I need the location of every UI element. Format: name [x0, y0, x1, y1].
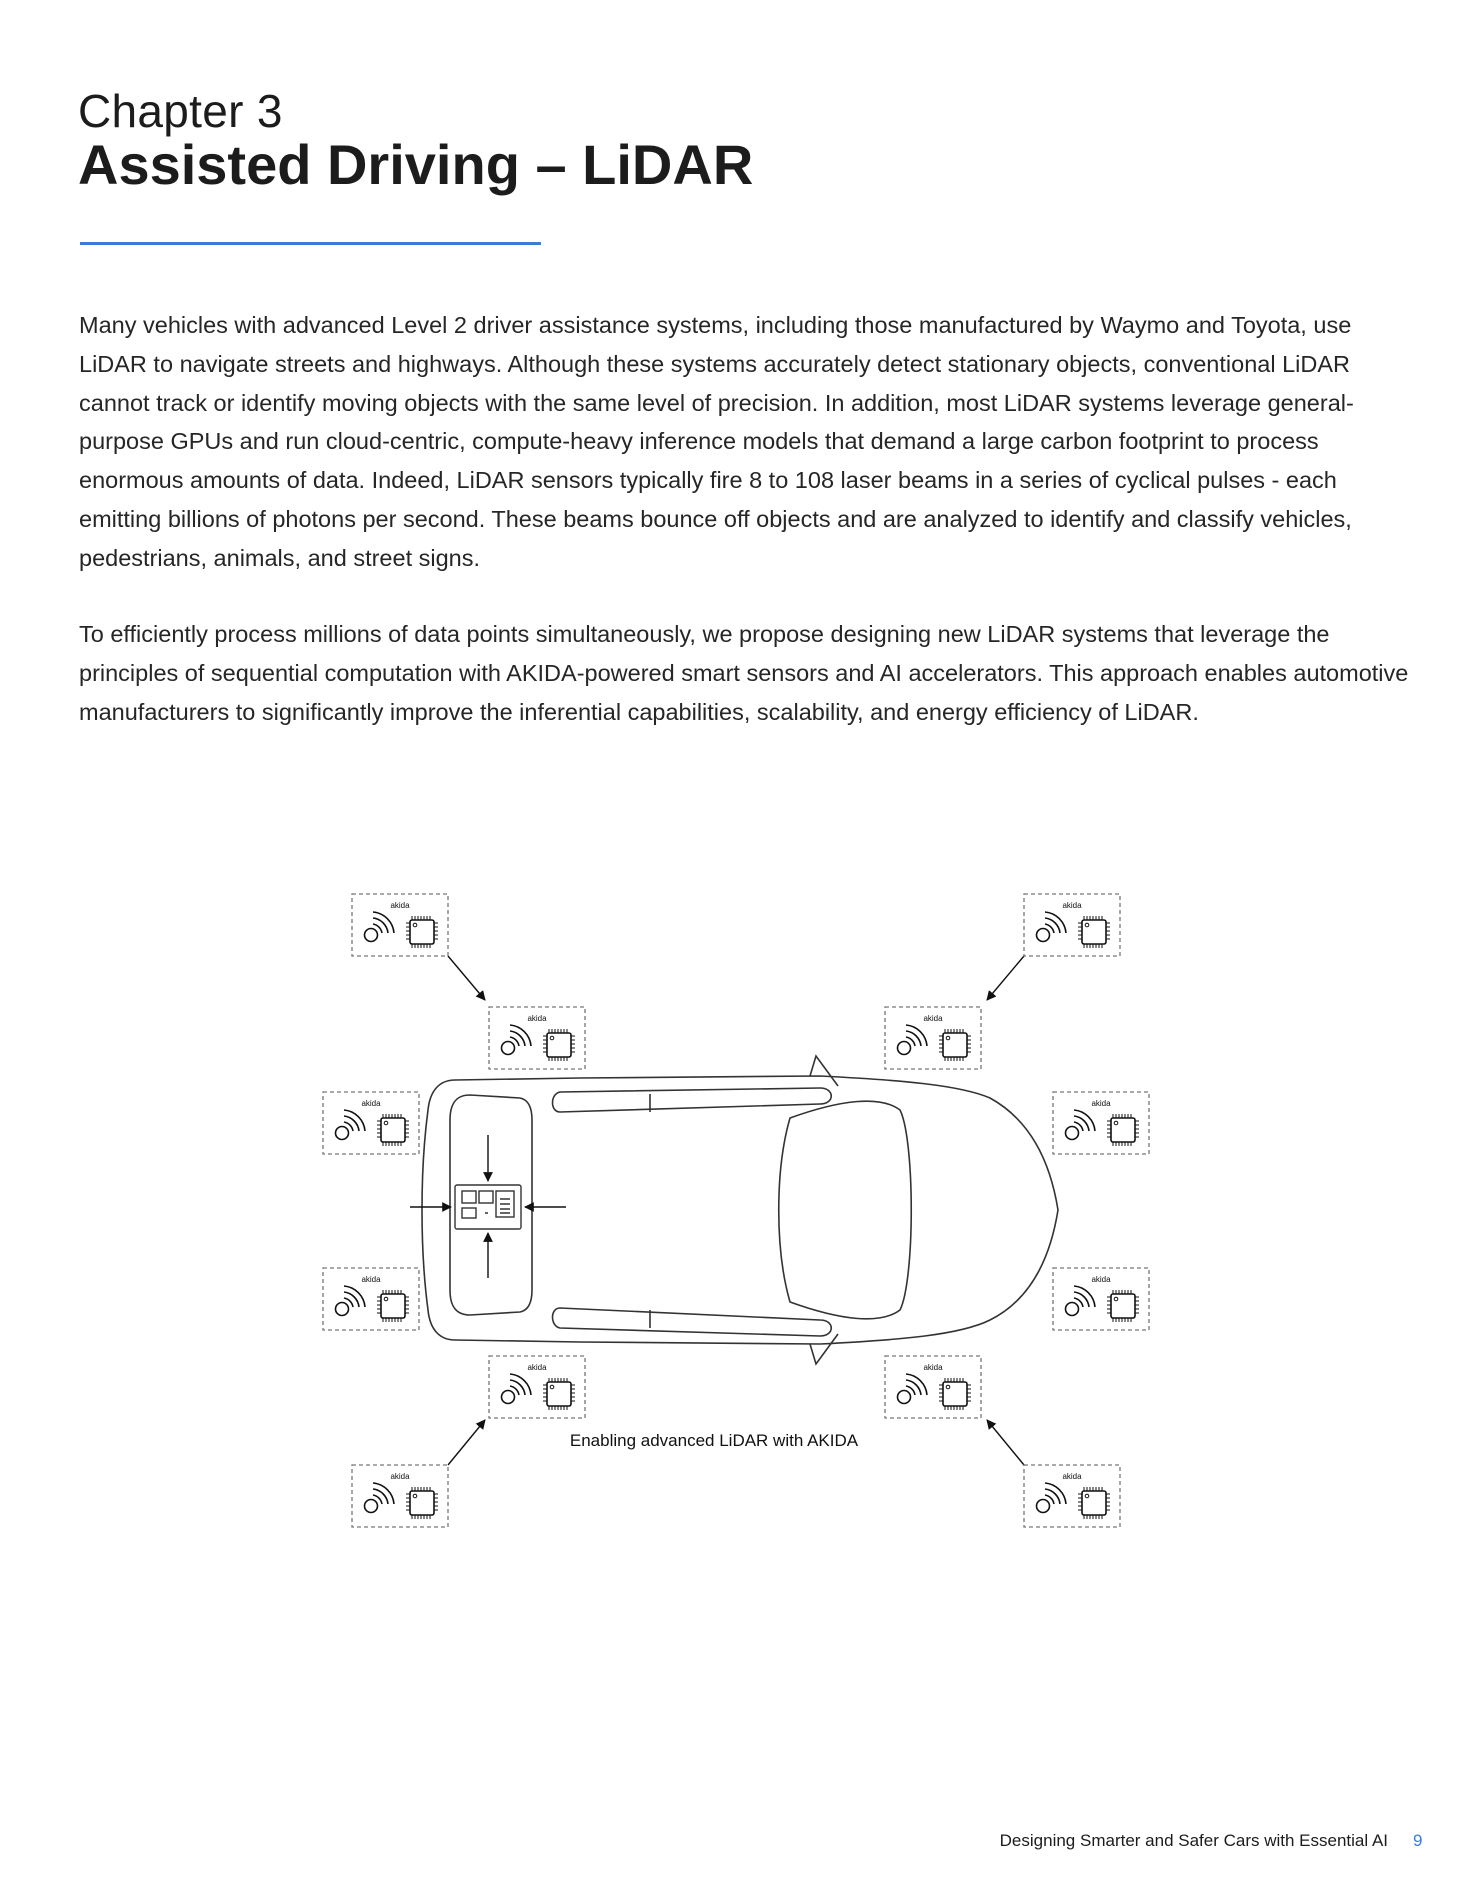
chapter-label: Chapter 3 [78, 85, 283, 137]
akida-sensor-module [323, 1092, 419, 1154]
akida-chip-label: akida [923, 1014, 943, 1023]
lidar-diagram [0, 880, 1465, 1560]
akida-sensor-module [323, 1268, 419, 1330]
processing-unit-icon [455, 1185, 521, 1229]
akida-chip-label: akida [390, 901, 410, 910]
akida-chip-label: akida [527, 1363, 547, 1372]
footer-document-title: Designing Smarter and Safer Cars with Essential AI [999, 1831, 1388, 1850]
akida-sensor-module [1053, 1268, 1149, 1330]
akida-chip-label: akida [1062, 901, 1082, 910]
akida-sensor-module [885, 1356, 981, 1418]
akida-chip-label: akida [527, 1014, 547, 1023]
title-underline [80, 242, 541, 245]
sensor-input-arrows [448, 956, 1024, 1465]
akida-chip-label: akida [390, 1472, 410, 1481]
akida-chip-label: akida [1091, 1275, 1111, 1284]
akida-chip-label: akida [1091, 1099, 1111, 1108]
akida-sensor-module [1024, 1465, 1120, 1527]
akida-sensor-module [489, 1356, 585, 1418]
akida-chip-label: akida [361, 1099, 381, 1108]
akida-sensor-module [885, 1007, 981, 1069]
akida-sensor-module [352, 894, 448, 956]
body-paragraph-1: Many vehicles with advanced Level 2 driver assistance systems, including those manufactured by Waymo and Toyota, use LiDAR to navigate streets and highways. Although these systems accurately detect stationary objects, conventional LiDAR cannot track or identify moving objects with the same level of precision. In addition, most LiDAR systems leverage general-purpose GPUs and run cloud-centric, compute-heavy inference models that demand a large carbon footprint to process enormous amounts of data. Indeed, LiDAR sensors typically fire 8 to 108 laser beams in a series of cyclical pulses - each emitting billions of photons per second. These beams bounce off objects and are analyzed to identify and classify vehicles, pedestrians, animals, and street signs. [79, 312, 1354, 571]
page-number: 9 [1413, 1831, 1423, 1850]
akida-sensor-module [352, 1465, 448, 1527]
akida-chip-label: akida [1062, 1472, 1082, 1481]
akida-chip-label: akida [923, 1363, 943, 1372]
akida-chip-label: akida [361, 1275, 381, 1284]
figure-caption: Enabling advanced LiDAR with AKIDA [569, 1431, 859, 1450]
akida-sensor-module [1053, 1092, 1149, 1154]
body-paragraph-2: To efficiently process millions of data points simultaneously, we propose designing new LiDAR systems that leverage the principles of sequential computation with AKIDA-powered smart sensors and AI accelerators. This approach enables automotive manufacturers to significantly improve the inferential capabilities, scalability, and energy efficiency of LiDAR. [79, 621, 1409, 725]
akida-sensor-module [489, 1007, 585, 1069]
akida-sensor-module [1024, 894, 1120, 956]
page-title: Assisted Driving – LiDAR [78, 133, 754, 196]
